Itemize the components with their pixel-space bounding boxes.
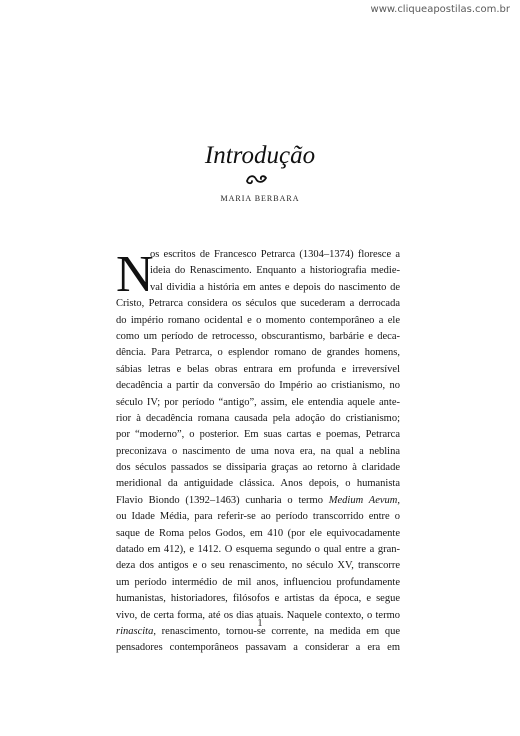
body-line: como um período de retrocesso, obscurantismo, barbárie e deca-	[116, 330, 400, 342]
body-line: humanistas, historiadores, filósofos e artistas da época, e segue	[116, 593, 400, 605]
body-line: Cristo, Petrarca considera os séculos que sucederam a derrocada	[116, 298, 400, 310]
body-line: ou Idade Média, para referir-se ao período transcorrido entre o	[116, 511, 400, 523]
watermark: www.cliqueapostilas.com.br	[370, 4, 510, 15]
body-line: um período intermédio de mil anos, influenciou profundamente	[116, 576, 400, 588]
body-line: dos séculos passados se dissiparia graças ao retorno à claridade	[116, 462, 400, 474]
body-line: deza dos antigos e o seu renascimento, no século XV, transcorre	[116, 560, 400, 572]
chapter-author: MARIA BERBARA	[220, 194, 300, 203]
body-line: sábias letras e belas obras entrara em profunda e irreversível	[116, 363, 400, 375]
body-line: século IV; por período “antigo”, assim, ele entendia aquele ante-	[116, 396, 400, 408]
body-line: preconizava o nascimento de uma nova era, na qual a neblina	[116, 445, 400, 457]
body-line: por “moderno”, o posterior. Em suas cartas e poemas, Petrarca	[116, 429, 400, 441]
ornament-flourish-icon	[245, 172, 269, 186]
drop-cap: N	[116, 246, 154, 303]
italian-term-rinascita: rinascita	[116, 625, 154, 637]
body-line: do império romano ocidental e o momento contemporâneo a ele	[116, 314, 400, 326]
body-line: decadência a partir da conversão do Império ao cristianismo, no	[116, 380, 400, 392]
body-text	[116, 247, 400, 657]
body-line: meridional da antiguidade clássica. Anos depois, o humanista	[116, 478, 400, 490]
chapter-title: Introdução	[204, 142, 316, 169]
body-line: pensadores contemporâneos passavam a considerar a era em	[116, 642, 400, 654]
body-line: rinascita, renascimento, tornou-se corrente, na medida em que	[116, 625, 400, 637]
body-line: vivo, de certa forma, até os dias atuais. Naquele contexto, o termo	[116, 609, 400, 621]
body-line: Flavio Biondo (1392–1463) cunharia o termo Medium Aevum,	[116, 494, 400, 506]
body-line: val dividia a história em antes e depois do nascimento de	[150, 281, 400, 293]
page-number: 1	[257, 618, 263, 629]
body-line: saque de Roma pelos Godos, em 410 (por ele equivocadamente	[116, 527, 400, 539]
body-line: dência. Para Petrarca, o esplendor romano de grandes homens,	[116, 347, 400, 359]
body-line: os escritos de Francesco Petrarca (1304–1374) floresce a	[150, 249, 400, 260]
body-line: datado em 412), e 1412. O esquema segundo o qual entre a gran-	[116, 544, 400, 556]
body-line: ideia do Renascimento. Enquanto a historiografia medie-	[150, 265, 400, 277]
latin-term-medium-aevum: Medium Aevum	[328, 494, 398, 506]
body-line: rior à decadência romana causada pela adoção do cristianismo;	[116, 412, 400, 424]
